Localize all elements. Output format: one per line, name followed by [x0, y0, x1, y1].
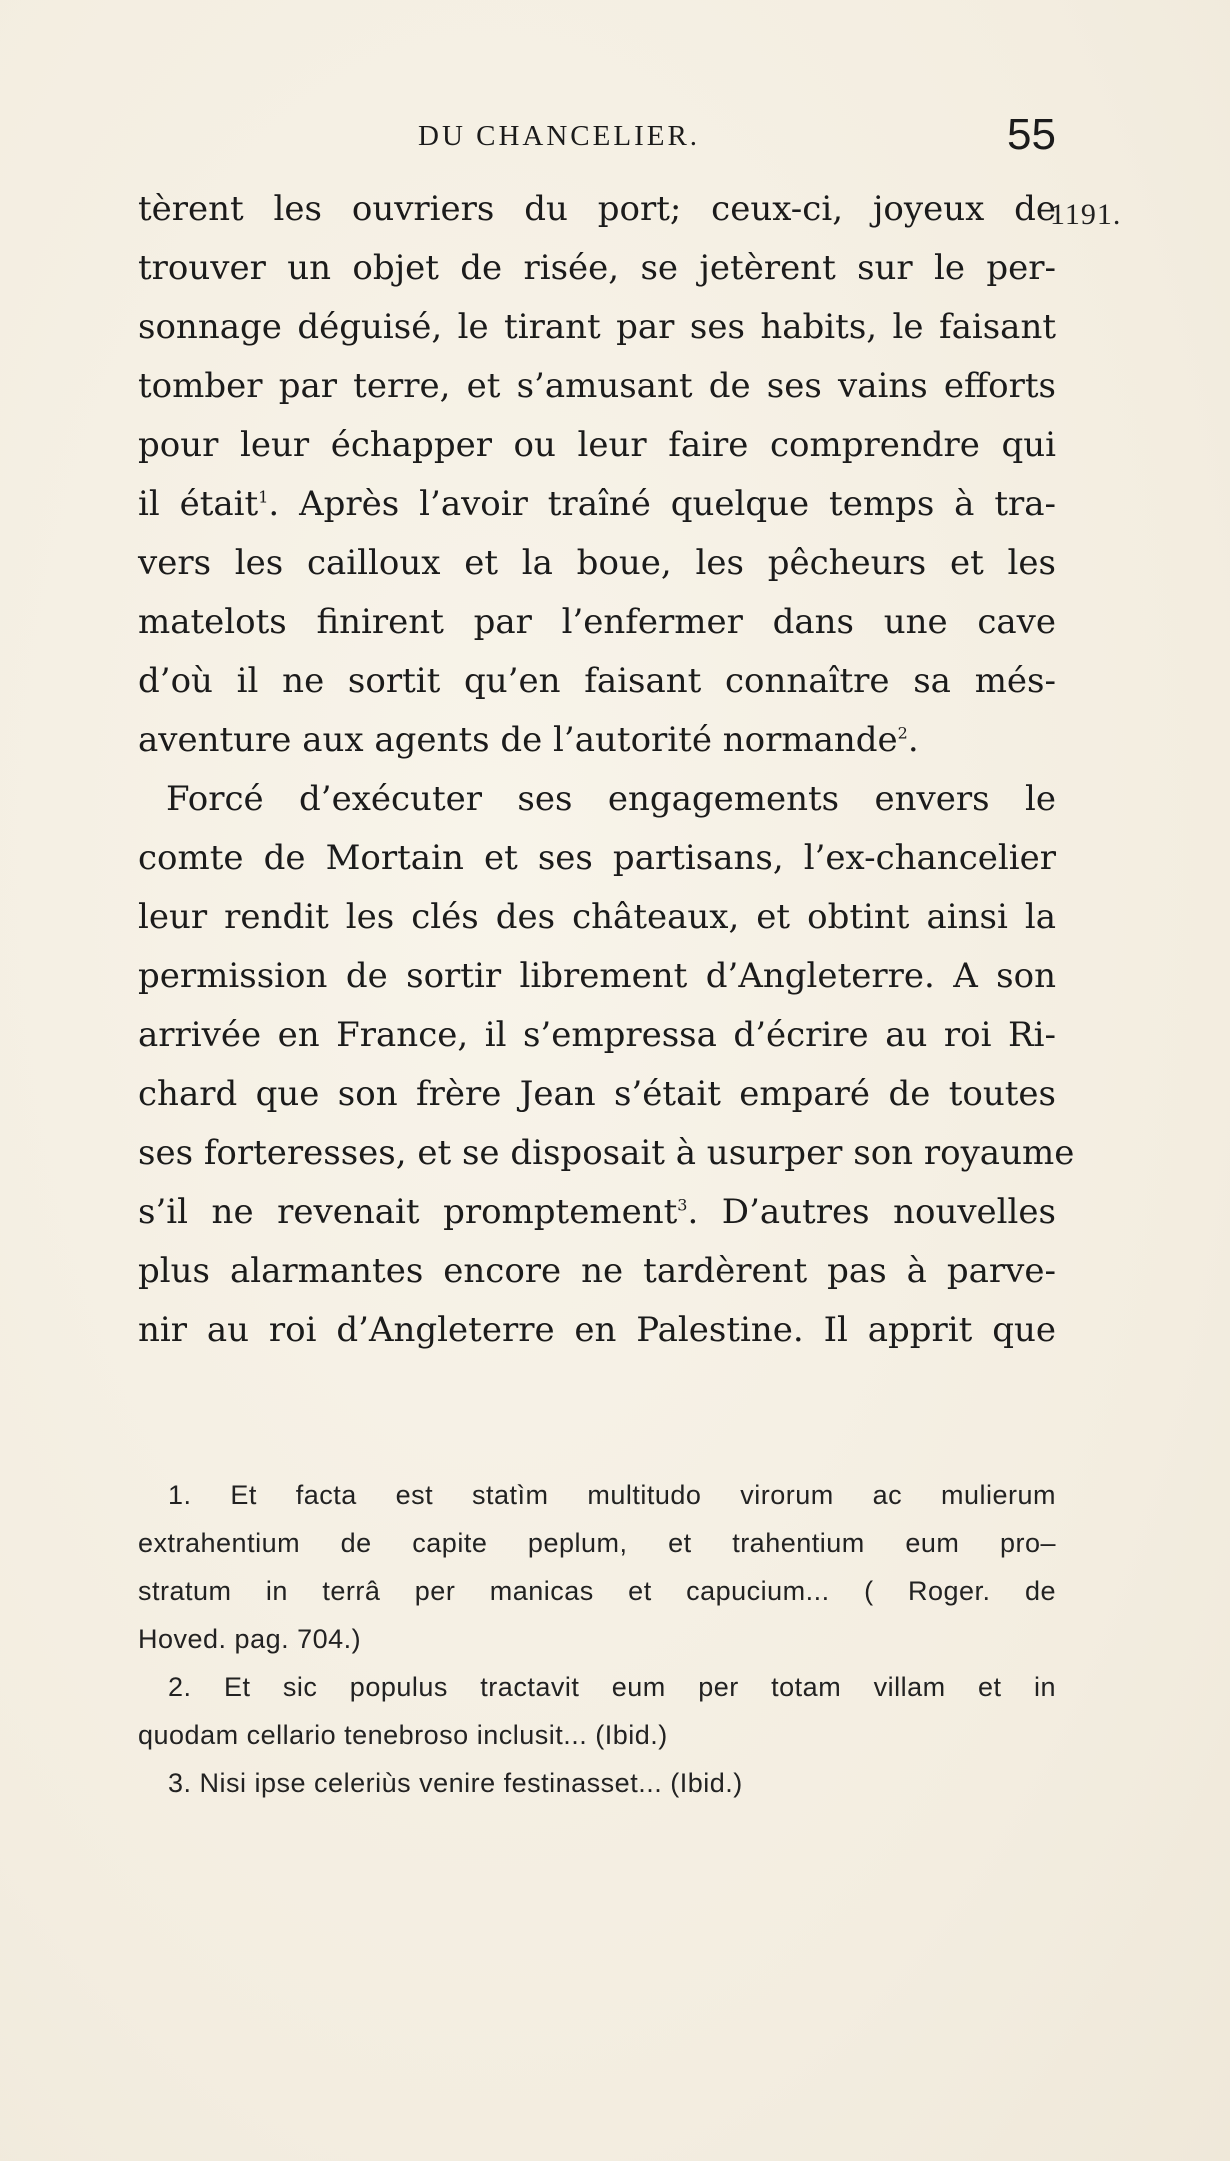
main-text — [138, 180, 1075, 1360]
text-line: plus alarmantes encore ne tardèrent pas à parve- — [138, 1251, 1056, 1291]
text-line: d’où il ne sortit qu’en faisant connaître sa més- — [138, 661, 1056, 701]
footnote-line: Hoved. pag. 704.) — [138, 1624, 362, 1654]
page-header — [138, 110, 1056, 170]
text-fragment: s’il ne revenait promptement — [138, 1192, 678, 1232]
text-line: trouver un objet de risée, se jetèrent sur le per- — [138, 248, 1056, 288]
text-line: tèrent les ouvriers du port; ceux-ci, joyeux de — [138, 189, 1056, 229]
text-line — [138, 1183, 1056, 1242]
footnote-ref: 1 — [258, 487, 269, 507]
footnote-line: 2. Et sic populus tractavit eum per totam villam et in — [168, 1672, 1056, 1702]
text-line — [138, 475, 1056, 534]
footnote-line: extrahentium de capite peplum, et trahentium eum pro– — [138, 1528, 1056, 1558]
text-line: leur rendit les clés des châteaux, et obtint ainsi la — [138, 897, 1056, 937]
text-line: matelots finirent par l’enfermer dans une cave — [138, 602, 1056, 642]
text-line: tomber par terre, et s’amusant de ses vains efforts — [138, 366, 1056, 406]
running-title: DU CHANCELIER. — [418, 120, 701, 152]
text-fragment: aventure aux agents de l’autorité normande — [138, 720, 898, 760]
text-line: permission de sortir librement d’Angleterre. A son — [138, 956, 1056, 996]
text-line: vers les cailloux et la boue, les pêcheurs et les — [138, 543, 1056, 583]
footnote-ref: 2 — [897, 723, 908, 743]
text-line: nir au roi d’Angleterre en Palestine. Il apprit que — [138, 1310, 1056, 1350]
text-line: comte de Mortain et ses partisans, l’ex-chancelier — [138, 838, 1056, 878]
text-fragment: . D’autres nouvelles — [687, 1192, 1056, 1232]
footnote-line: 1. Et facta est statìm multitudo virorum ac mulierum — [168, 1480, 1056, 1510]
page-number: 55 — [1007, 110, 1056, 159]
text-line: chard que son frère Jean s’était emparé de toutes — [138, 1074, 1056, 1114]
footnote-ref: 3 — [677, 1195, 688, 1215]
text-line: sonnage déguisé, le tirant par ses habits, le faisant — [138, 307, 1056, 347]
footnote-line: 3. Nisi ipse celeriùs venire festinasset... (Ibid.) — [168, 1768, 743, 1798]
text-line: ses forteresses, et se disposait à usurper son royaume — [138, 1133, 1075, 1173]
margin-year-note: 1191. — [1050, 198, 1122, 231]
footnote-line: quodam cellario tenebroso inclusit... (Ibid.) — [138, 1720, 668, 1750]
text-line: pour leur échapper ou leur faire comprendre qui — [138, 425, 1056, 465]
text-line — [138, 711, 1056, 770]
text-fragment: . — [907, 720, 919, 760]
footnote-line: stratum in terrâ per manicas et capucium... ( Roger. de — [138, 1576, 1056, 1606]
text-fragment: il était — [138, 484, 259, 524]
text-line: arrivée en France, il s’empressa d’écrire au roi Ri- — [138, 1015, 1056, 1055]
text-fragment: . Après l’avoir traîné quelque temps à tra- — [268, 484, 1057, 524]
text-line: Forcé d’exécuter ses engagements envers le — [166, 779, 1056, 819]
footnotes — [138, 1471, 1056, 1807]
